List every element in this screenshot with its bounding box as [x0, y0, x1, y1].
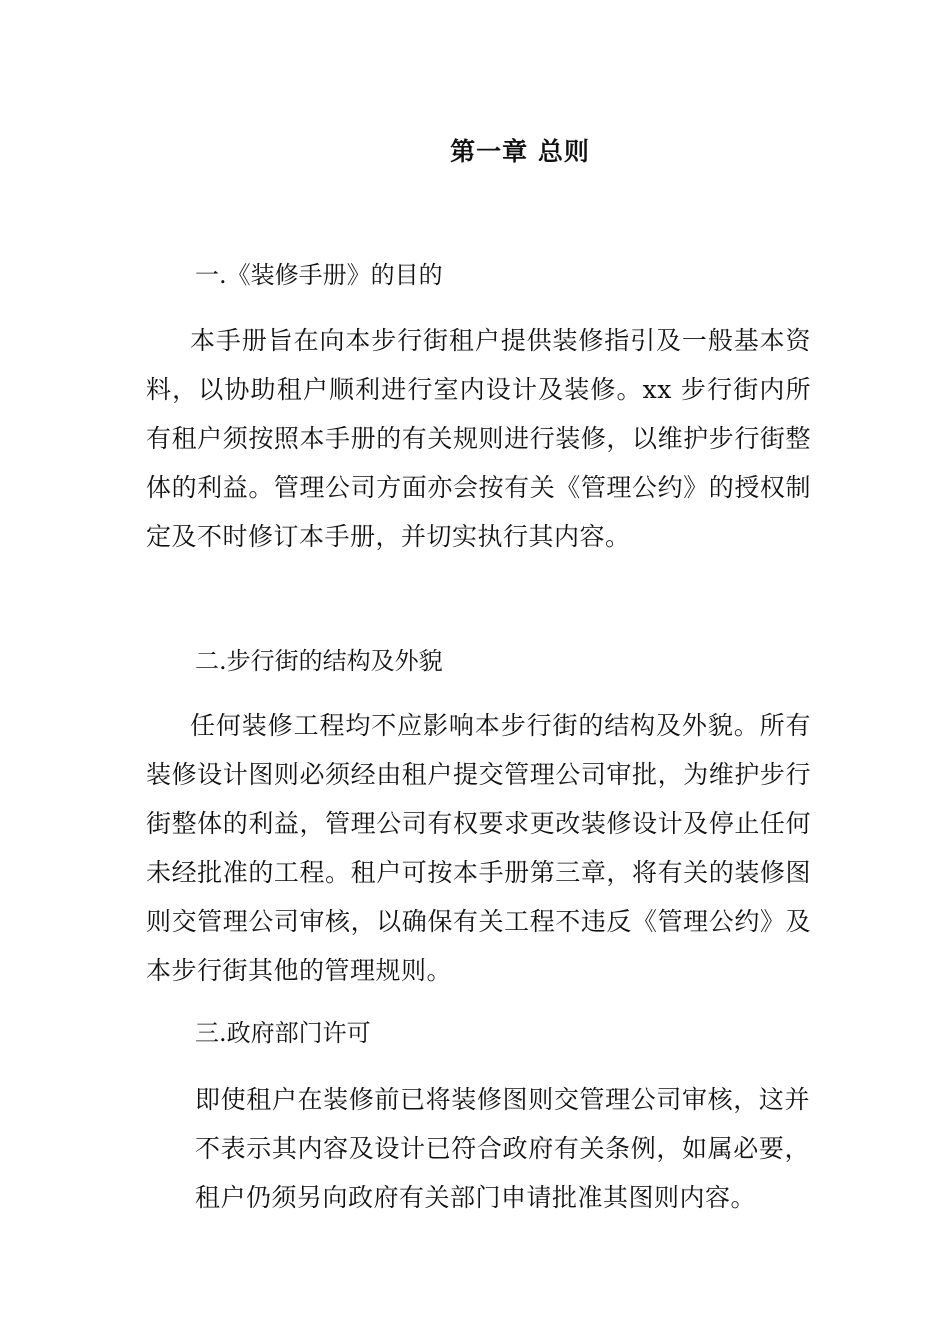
chapter-title: 第一章 总则: [450, 137, 590, 166]
section-body-structure: 任何装修工程均不应影响本步行街的结构及外貌。所有装修设计图则必须经由租户提交管理公司审批，为维护步行街整体的利益，管理公司有权要求更改装修设计及停止任何未经批准的工程。租户可按本手册第三章，将有关的装修图则交管理公司审核，以确保有关工程不违反《管理公约》及本步行街其他的管理规则。: [146, 711, 811, 985]
section-body-purpose: 本手册旨在向本步行街租户提供装修指引及一般基本资料，以协助租户顺利进行室内设计及装修。xx 步行街内所有租户须按照本手册的有关规则进行装修，以维护步行街整体的利益。管理公司方面亦会按有关《管理公约》的授权制定及不时修订本手册，并切实执行其内容。: [146, 326, 811, 551]
section-heading-government-permit: 三.政府部门许可: [195, 1019, 371, 1047]
section-heading-structure: 二.步行街的结构及外貌: [195, 647, 443, 675]
section-heading-purpose: 一.《装修手册》的目的: [195, 261, 443, 289]
section-body-government-permit: 即使租户在装修前已将装修图则交管理公司审核，这并不表示其内容及设计已符合政府有关条例，如属必要，租户仍须另向政府有关部门申请批准其图则内容。: [195, 1085, 810, 1212]
